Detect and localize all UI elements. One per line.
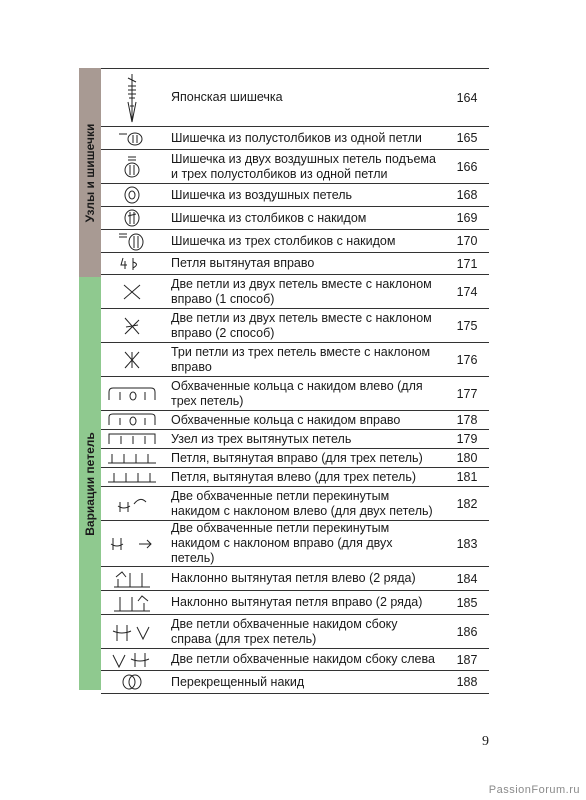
table-row bbox=[101, 230, 489, 253]
japanese-bobble-symbol-icon bbox=[101, 69, 163, 127]
table-row bbox=[101, 430, 489, 449]
slant-pulled-left-symbol-icon bbox=[101, 567, 163, 591]
stitch-name: Две петли обхваченные накидом сбоку слева bbox=[163, 649, 445, 671]
section-label-loops: Вариации петель bbox=[83, 431, 97, 536]
page-ref: 168 bbox=[445, 184, 489, 207]
stitch-name: Наклонно вытянутая петля влево (2 ряда) bbox=[163, 567, 445, 591]
three-together-right-symbol-icon bbox=[101, 343, 163, 377]
stitch-name: Шишечка из столбиков с накидом bbox=[163, 207, 445, 230]
page-ref: 164 bbox=[445, 69, 489, 127]
stitch-name: Японская шишечка bbox=[163, 69, 445, 127]
bobble-sc-symbol-icon bbox=[101, 127, 163, 150]
wrapped-rings-right-symbol-icon bbox=[101, 411, 163, 430]
stitch-name: Шишечка из трех столбиков с накидом bbox=[163, 230, 445, 253]
page-ref: 183 bbox=[445, 521, 489, 567]
stitch-name: Перекрещенный накид bbox=[163, 671, 445, 694]
stitch-name: Узел из трех вытянутых петель bbox=[163, 430, 445, 449]
page-ref: 185 bbox=[445, 591, 489, 615]
crossed-yarn-over-symbol-icon bbox=[101, 671, 163, 694]
side-wrap-left-symbol-icon bbox=[101, 649, 163, 671]
table-row bbox=[101, 343, 489, 377]
pulled-left-three-symbol-icon bbox=[101, 468, 163, 487]
bobble-three-dc-symbol-icon bbox=[101, 230, 163, 253]
stitch-name: Петля, вытянутая вправо (для трех петель) bbox=[163, 449, 445, 468]
wrapped-rings-left-symbol-icon bbox=[101, 377, 163, 411]
page-ref: 174 bbox=[445, 275, 489, 309]
table-row bbox=[101, 69, 489, 127]
table-row bbox=[101, 615, 489, 649]
page-ref: 187 bbox=[445, 649, 489, 671]
stitch-name: Две обхваченные петли перекинутым накидом с наклоном вправо (для двух петель) bbox=[163, 521, 445, 567]
stitch-name: Обхваченные кольца с накидом влево (для трех петель) bbox=[163, 377, 445, 411]
stitch-name: Шишечка из двух воздушных петель подъема и трех полустолбиков из одной петли bbox=[163, 150, 445, 184]
stitch-name: Шишечка из воздушных петель bbox=[163, 184, 445, 207]
two-together-right-2-symbol-icon bbox=[101, 309, 163, 343]
page-ref: 180 bbox=[445, 449, 489, 468]
stitch-name: Наклонно вытянутая петля вправо (2 ряда) bbox=[163, 591, 445, 615]
bobble-chain-symbol-icon bbox=[101, 184, 163, 207]
pulled-right-three-symbol-icon bbox=[101, 449, 163, 468]
page-ref: 179 bbox=[445, 430, 489, 449]
pulled-loop-right-symbol-icon bbox=[101, 253, 163, 275]
table-row bbox=[101, 127, 489, 150]
page-ref: 169 bbox=[445, 207, 489, 230]
knot-three-pulled-symbol-icon bbox=[101, 430, 163, 449]
page-ref: 166 bbox=[445, 150, 489, 184]
stitch-name: Две петли обхваченные накидом сбоку справа (для трех петель) bbox=[163, 615, 445, 649]
page-ref: 188 bbox=[445, 671, 489, 694]
watermark: PassionForum.ru bbox=[488, 784, 580, 796]
table-row bbox=[101, 207, 489, 230]
side-wrap-right-symbol-icon bbox=[101, 615, 163, 649]
stitch-name: Две обхваченные петли перекинутым накидом с наклоном влево (для двух петель) bbox=[163, 487, 445, 521]
page-ref: 170 bbox=[445, 230, 489, 253]
table-row bbox=[101, 567, 489, 591]
table-row bbox=[101, 487, 489, 521]
page-ref: 175 bbox=[445, 309, 489, 343]
table-row bbox=[101, 591, 489, 615]
table-row bbox=[101, 649, 489, 671]
section-label-knots: Узлы и шишечки bbox=[83, 123, 97, 222]
table-row bbox=[101, 671, 489, 694]
stitch-name: Обхваченные кольца с накидом вправо bbox=[163, 411, 445, 430]
table-row bbox=[101, 521, 489, 567]
page-ref: 184 bbox=[445, 567, 489, 591]
page-ref: 181 bbox=[445, 468, 489, 487]
stitch-name: Три петли из трех петель вместе с наклоном вправо bbox=[163, 343, 445, 377]
table-row bbox=[101, 377, 489, 411]
stitch-name: Две петли из двух петель вместе с наклоном вправо (2 способ) bbox=[163, 309, 445, 343]
crossed-wrap-right-symbol-icon bbox=[101, 521, 163, 567]
stitch-name: Петля вытянутая вправо bbox=[163, 253, 445, 275]
page-ref: 178 bbox=[445, 411, 489, 430]
stitch-name: Две петли из двух петель вместе с наклоном вправо (1 способ) bbox=[163, 275, 445, 309]
two-together-right-1-symbol-icon bbox=[101, 275, 163, 309]
slant-pulled-right-symbol-icon bbox=[101, 591, 163, 615]
section-tab-loops bbox=[79, 277, 101, 690]
crossed-wrap-left-symbol-icon bbox=[101, 487, 163, 521]
section-tab-knots bbox=[79, 68, 101, 277]
page-ref: 171 bbox=[445, 253, 489, 275]
page-ref: 182 bbox=[445, 487, 489, 521]
stitch-name: Петля, вытянутая влево (для трех петель) bbox=[163, 468, 445, 487]
stitch-name: Шишечка из полустолбиков из одной петли bbox=[163, 127, 445, 150]
page-ref: 177 bbox=[445, 377, 489, 411]
bobble-dc-symbol-icon bbox=[101, 207, 163, 230]
table-row bbox=[101, 150, 489, 184]
table-row bbox=[101, 275, 489, 309]
page-ref: 165 bbox=[445, 127, 489, 150]
page-ref: 186 bbox=[445, 615, 489, 649]
table-row bbox=[101, 253, 489, 275]
table-row bbox=[101, 411, 489, 430]
stitch-index-table bbox=[101, 68, 489, 694]
page-ref: 176 bbox=[445, 343, 489, 377]
bobble-two-ch-symbol-icon bbox=[101, 150, 163, 184]
table-row bbox=[101, 449, 489, 468]
table-row bbox=[101, 309, 489, 343]
table-row bbox=[101, 184, 489, 207]
table-row bbox=[101, 468, 489, 487]
page-number: 9 bbox=[482, 734, 489, 749]
